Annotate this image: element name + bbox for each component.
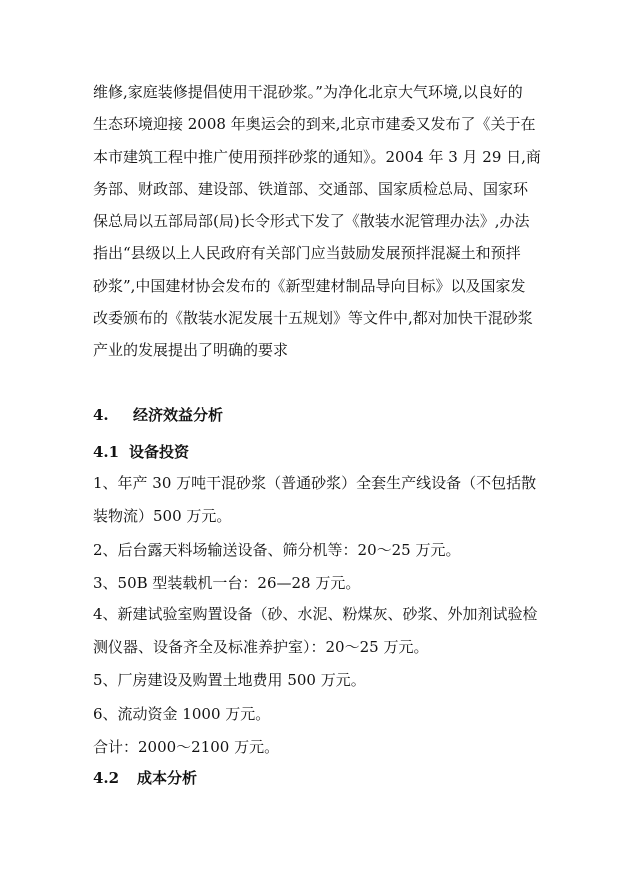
list-item-3: 3、50B 型装载机一台：26—28 万元。 <box>93 574 361 592</box>
section-title: 设备投资 <box>129 443 190 461</box>
list-item-4: 4、新建试验室购置设备（砂、水泥、粉煤灰、砂浆、外加剂试验检 测仪器、设备齐全及标准养护室）：20～25 万元。 <box>93 605 538 656</box>
section-heading-4 <box>93 404 223 425</box>
section-heading-4-1 <box>93 441 189 462</box>
section-number: 4.2 <box>93 769 120 787</box>
section-title: 经济效益分析 <box>133 406 224 424</box>
intro-line: 务部、财政部、建设部、铁道部、交通部、国家质检总局、国家环 <box>93 179 529 198</box>
intro-line: 砂浆”,中国建材协会发布的《新型建材制品导向目标》以及国家发 <box>93 276 526 295</box>
list-item-1: 1、年产 30 万吨干混砂浆（普通砂浆）全套生产线设备（不包括散 装物流）500 万元。 <box>93 474 537 525</box>
list-item-6: 6、流动资金 1000 万元。 <box>93 705 271 723</box>
total-line: 合计：2000～2100 万元。 <box>93 738 280 756</box>
intro-line: 保总局以五部局部(局)长令形式下发了《散装水泥管理办法》,办法 <box>93 212 530 231</box>
intro-line: 产业的发展提出了明确的要求 <box>93 341 289 360</box>
section-number: 4.1 <box>93 443 120 461</box>
intro-line: 改委颁布的《散装水泥发展十五规划》等文件中,都对加快干混砂浆 <box>93 309 533 328</box>
list-item-5: 5、厂房建设及购置土地费用 500 万元。 <box>93 671 366 689</box>
list-item-2: 2、后台露天料场输送设备、筛分机等：20～25 万元。 <box>93 541 461 559</box>
section-number: 4. <box>93 406 109 424</box>
intro-line: 维修,家庭装修提倡使用干混砂浆。”为净化北京大气环境,以良好的 <box>93 83 523 101</box>
intro-line: 生态环境迎接 2008 年奥运会的到来,北京市建委又发布了《关于在 <box>93 115 536 134</box>
intro-line: 指出“县级以上人民政府有关部门应当鼓励发展预拌混凝土和预拌 <box>93 244 521 263</box>
intro-line: 本市建筑工程中推广使用预拌砂浆的通知》。2004 年 3 月 29 日,商 <box>93 147 541 166</box>
intro-paragraph <box>93 76 541 367</box>
section-title: 成本分析 <box>137 769 198 787</box>
section-heading-4-2 <box>93 767 197 788</box>
